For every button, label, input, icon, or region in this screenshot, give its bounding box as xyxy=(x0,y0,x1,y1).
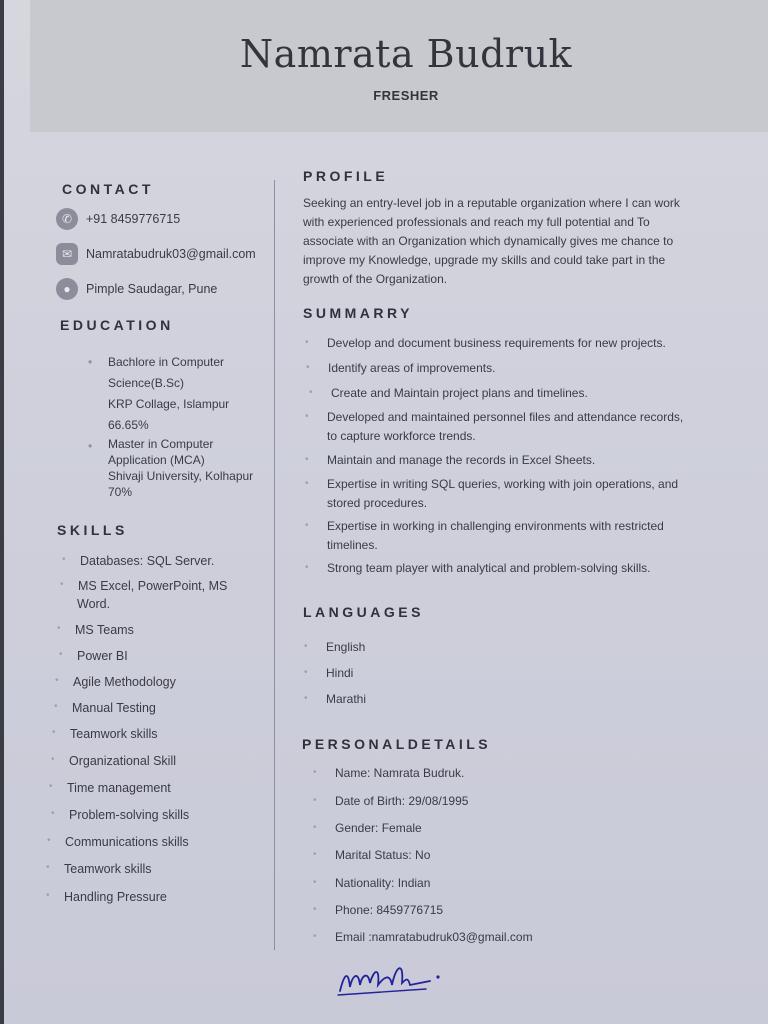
profile-line: improve my Knowledge, upgrade my skills and could take part in the xyxy=(303,253,666,267)
skill-item-continuation: Word. xyxy=(77,597,111,611)
skill-item: • Databases: SQL Server. xyxy=(62,554,215,568)
column-divider xyxy=(274,180,275,950)
summary-item-continuation: to capture workforce trends. xyxy=(327,429,476,443)
education-line: Science(B.Sc) xyxy=(108,376,185,390)
contact-phone: +91 8459776715 xyxy=(86,212,181,226)
signature-mark xyxy=(334,955,454,1005)
education-item xyxy=(84,352,274,436)
profile-line: Seeking an entry-level job in a reputable organization where I can work xyxy=(303,196,680,210)
contact-title: CONTACT xyxy=(62,181,154,197)
summary-item: • Expertise in writing SQL queries, working with join operations, and xyxy=(305,477,679,491)
personal-item: • Phone: 8459776715 xyxy=(313,903,444,917)
email-icon: ✉ xyxy=(56,243,78,265)
education-line: 66.65% xyxy=(108,418,149,432)
skills-title: SKILLS xyxy=(57,522,128,538)
summary-item-continuation: stored procedures. xyxy=(327,496,428,510)
skill-item: • Power BI xyxy=(59,649,128,663)
education-line: KRP Collage, Islampur xyxy=(108,397,230,411)
education-line: Application (MCA) xyxy=(108,453,205,467)
candidate-name: Namrata Budruk xyxy=(239,32,573,76)
profile-line: growth of the Organization. xyxy=(303,272,448,286)
summary-item: • Create and Maintain project plans and timelines. xyxy=(309,386,588,400)
personal-item: • Name: Namrata Budruk. xyxy=(313,766,465,780)
resume-page xyxy=(4,0,768,1024)
language-item: • Hindi xyxy=(304,666,354,680)
personal-item: • Date of Birth: 29/08/1995 xyxy=(313,794,469,808)
skill-item: • Manual Testing xyxy=(54,701,156,715)
skill-item: • Problem-solving skills xyxy=(51,808,190,822)
profile-text xyxy=(303,194,743,289)
education-list xyxy=(84,352,274,500)
contact-address-row xyxy=(56,278,217,300)
education-line: 70% xyxy=(108,485,133,499)
summary-item: • Maintain and manage the records in Excel Sheets. xyxy=(305,453,596,467)
language-item: • Marathi xyxy=(304,692,367,706)
contact-address: Pimple Saudagar, Pune xyxy=(86,282,218,296)
summary-item-continuation: timelines. xyxy=(327,538,378,552)
profile-line: with experienced professionals and reach my full potential and To xyxy=(303,215,650,229)
education-line: • Master in Computer xyxy=(108,437,214,451)
candidate-subtitle: FRESHER xyxy=(373,88,439,103)
summary-item: • Identify areas of improvements. xyxy=(306,361,496,375)
education-line: Shivaji University, Kolhapur xyxy=(108,469,254,483)
languages-title: LANGUAGES xyxy=(303,604,424,620)
skill-item: • MS Teams xyxy=(57,623,134,637)
language-item: • English xyxy=(304,640,366,654)
summary-title: SUMMARRY xyxy=(303,305,413,321)
personal-item: • Marital Status: No xyxy=(313,848,431,862)
summary-item: • Developed and maintained personnel files and attendance records, xyxy=(305,410,684,424)
education-title: EDUCATION xyxy=(60,317,174,333)
personal-item: • Email :namratabudruk03@gmail.com xyxy=(313,930,533,944)
education-line: • Bachlore in Computer xyxy=(108,355,225,369)
contact-email: Namratabudruk03@gmail.com xyxy=(86,247,256,261)
contact-phone-row xyxy=(56,208,180,230)
skill-item: • Communications skills xyxy=(47,835,189,849)
personal-details-title: PERSONALDETAILS xyxy=(302,736,492,752)
contact-email-row xyxy=(56,243,256,265)
skill-item: • Organizational Skill xyxy=(51,754,176,768)
skill-item: • Agile Methodology xyxy=(55,675,176,689)
profile-line: associate with an Organization which dynamically gives me chance to xyxy=(303,234,674,248)
summary-item: • Develop and document business requirements for new projects. xyxy=(305,336,666,350)
skill-item: • Time management xyxy=(49,781,171,795)
phone-icon: ✆ xyxy=(56,208,78,230)
skill-item: • Handling Pressure xyxy=(46,890,167,904)
personal-item: • Nationality: Indian xyxy=(313,876,431,890)
skill-item: • MS Excel, PowerPoint, MS xyxy=(60,579,228,593)
summary-item: • Expertise in working in challenging environments with restricted xyxy=(305,519,664,533)
personal-item: • Gender: Female xyxy=(313,821,422,835)
profile-title: PROFILE xyxy=(303,168,389,184)
skill-item: • Teamwork skills xyxy=(46,862,152,876)
location-pin-icon: ● xyxy=(56,278,78,300)
summary-item: • Strong team player with analytical and problem-solving skills. xyxy=(305,561,651,575)
skill-item: • Teamwork skills xyxy=(52,727,158,741)
education-item xyxy=(84,436,274,500)
